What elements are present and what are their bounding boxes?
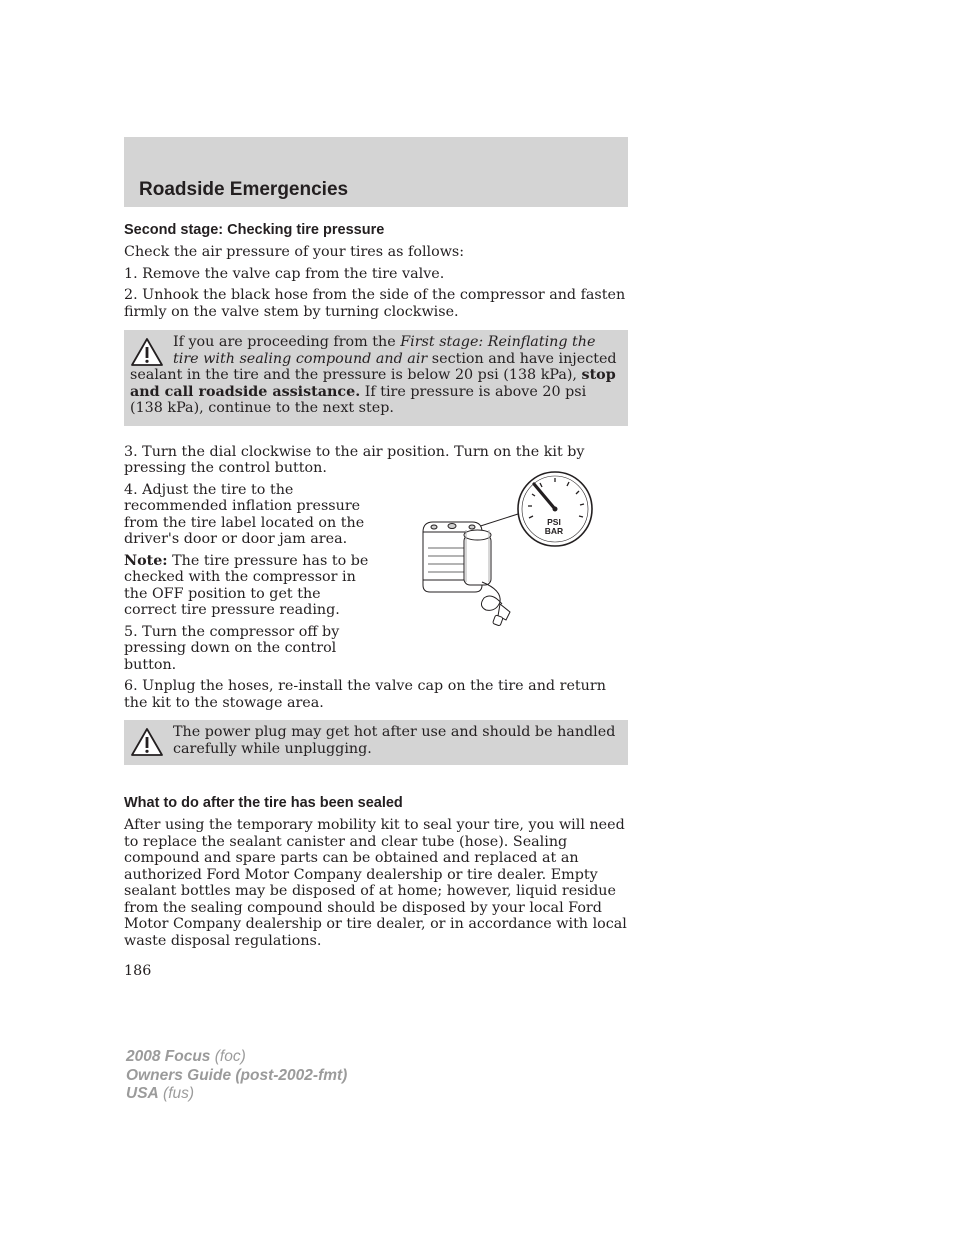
warning-text-part2: section and have injected sealant in the tire and the pressure is below 20 psi (138 kPa), — [130, 350, 617, 383]
section-header-band — [124, 137, 628, 207]
footer-guide: Owners Guide (post-2002-fmt) — [126, 1066, 348, 1084]
step-2: 2. Unhook the black hose from the side of the compressor and fasten firmly on the valve stem by turning clockwise. — [124, 287, 626, 320]
intro-text: Check the air pressure of your tires as follows: — [124, 244, 465, 260]
warning-section-reference: First stage: Reinflating the tire with sealing compound and air — [173, 334, 596, 367]
step-5: 5. Turn the compressor off by pressing down on the control button. — [124, 623, 340, 673]
footer-line-market — [126, 1085, 347, 1104]
warning-box-sealant — [124, 330, 628, 426]
gauge-label-bar: BAR — [544, 525, 564, 536]
footer-market: USA — [126, 1085, 159, 1102]
step-3: 3. Turn the dial clockwise to the air position. Turn on the kit by pressing the control button. — [124, 443, 585, 476]
warning-triangle-icon — [130, 727, 164, 757]
note-label: Note: — [124, 552, 168, 569]
step-6: 6. Unplug the hoses, re-install the valve cap on the tire and return the kit to the stowage area. — [124, 678, 606, 711]
valve-connector — [493, 604, 510, 626]
step-1: 1. Remove the valve cap from the tire valve. — [124, 265, 445, 282]
main-content — [124, 221, 628, 979]
warning-text-part3: If tire pressure is above 20 psi (138 kPa), continue to the next step. — [130, 383, 587, 416]
footer-line-model — [126, 1048, 347, 1067]
steps-column — [124, 482, 374, 674]
document-footer — [126, 1048, 347, 1104]
warning-text-part1: If you are proceeding from the — [173, 334, 401, 350]
page-number: 186 — [124, 963, 152, 979]
warning-text-power-plug: The power plug may get hot after use and should be handled carefully while unplugging. — [173, 724, 616, 757]
step-4: 4. Adjust the tire to the recommended inflation pressure from the tire label located on the driver's door or door jam area. — [124, 481, 365, 547]
note-text: The tire pressure has to be checked with the compressor in the OFF position to get the correct tire pressure reading. — [124, 552, 369, 618]
footer-model-code: (foc) — [210, 1048, 246, 1065]
note-paragraph — [124, 553, 374, 619]
section-heading-after-sealing: What to do after the tire has been sealed — [124, 795, 403, 811]
after-sealing-body: After using the temporary mobility kit to seal your tire, you will need to replace the sealant canister and clear tube (hose). Sealing compound and spare parts can be obtained and replaced at an authorized Ford Motor Company dealership or tire dealer. Empty sealant bottles may be disposed of at home; however, liquid residue from the sealing compound should be disposed by your local Ford Motor Company dealership or tire dealer, or in accordance with local waste disposal regulations. — [124, 817, 627, 949]
page-title: Roadside Emergencies — [139, 179, 349, 200]
compressor-unit — [423, 522, 491, 592]
warning-triangle-icon — [130, 337, 164, 367]
warning-box-power-plug — [124, 720, 628, 765]
footer-model: 2008 Focus — [126, 1048, 211, 1065]
footer-market-code: (fus) — [158, 1085, 195, 1102]
warning-stop-instruction: stop and call roadside assistance. — [130, 367, 616, 400]
footer-line-guide — [126, 1067, 347, 1086]
gauge-label-psi: PSI — [547, 516, 561, 527]
steps-with-figure — [124, 482, 628, 674]
air-hose — [481, 582, 502, 610]
compressor-gauge-illustration — [420, 470, 600, 642]
section-heading-tire-pressure: Second stage: Checking tire pressure — [124, 222, 385, 238]
